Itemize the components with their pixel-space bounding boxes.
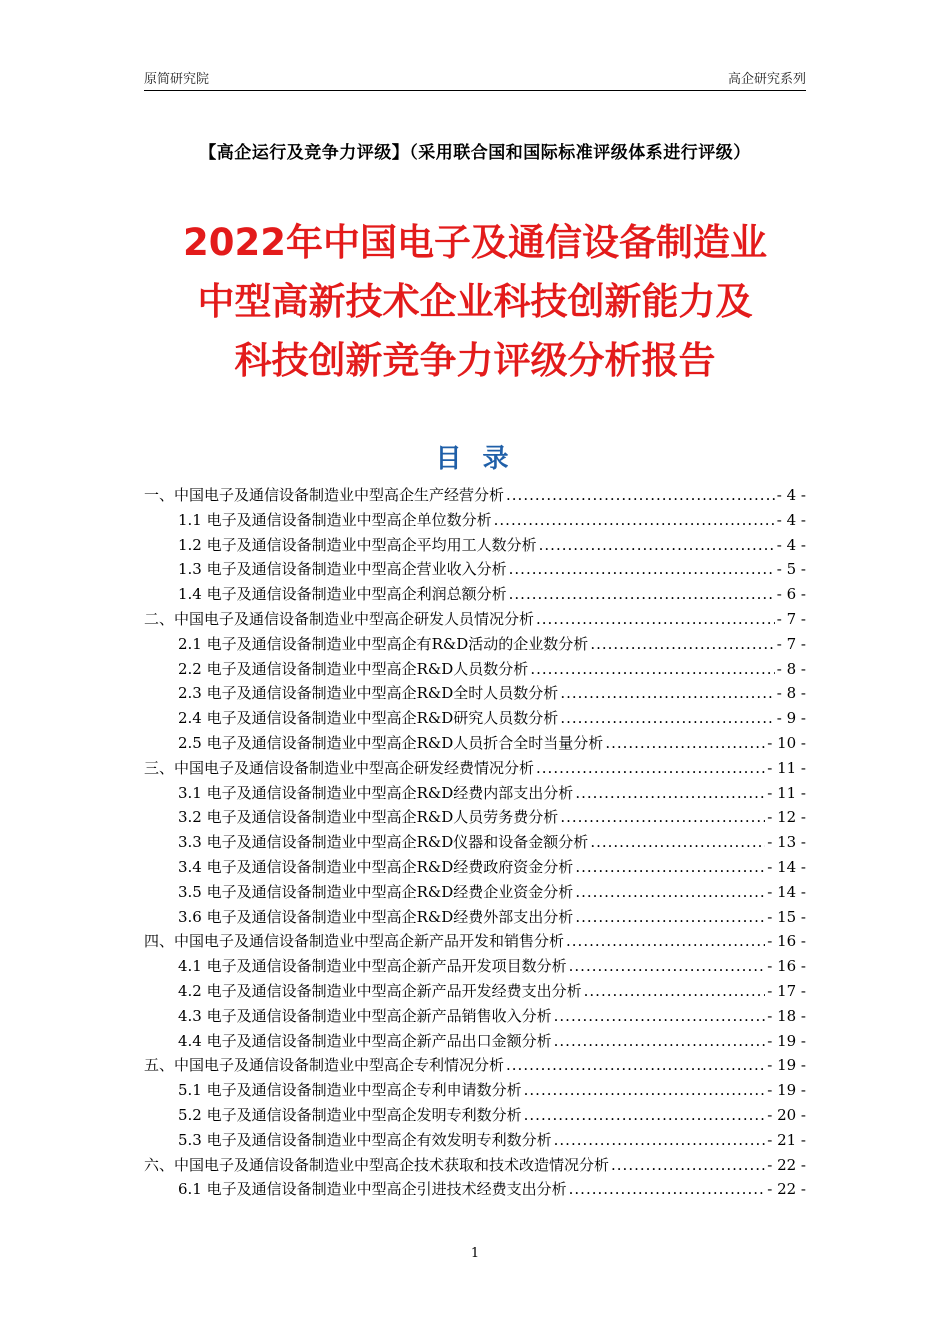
page-number: 1: [470, 1246, 480, 1261]
toc-dot-leader: [554, 1004, 766, 1029]
toc-entry-label: 4.2 电子及通信设备制造业中型高企新产品开发经费支出分析: [178, 981, 582, 1000]
toc-entry-label: 3.4 电子及通信设备制造业中型高企R&D经费政府资金分析: [178, 857, 574, 876]
toc-dot-leader: [560, 706, 774, 731]
toc-section-entry[interactable]: [144, 1053, 806, 1078]
toc-entry-page: - 19 -: [767, 1081, 806, 1100]
toc-dot-leader: [554, 1128, 766, 1153]
toc-dot-leader: [605, 731, 765, 756]
toc-dot-leader: [554, 1029, 766, 1054]
toc-entry-page: - 17 -: [767, 981, 806, 1000]
toc-entry-page: - 22 -: [767, 1155, 806, 1174]
toc-subsection-entry[interactable]: [144, 880, 806, 905]
toc-dot-leader: [575, 905, 765, 930]
toc-subsection-entry[interactable]: [144, 954, 806, 979]
toc-heading: 目 录: [435, 444, 515, 474]
toc-entry-label: 4.4 电子及通信设备制造业中型高企新产品出口金额分析: [178, 1031, 552, 1050]
toc-entry-label: 1.4 电子及通信设备制造业中型高企利润总额分析: [178, 585, 507, 604]
toc-entry-label: 1.3 电子及通信设备制造业中型高企营业收入分析: [178, 560, 507, 579]
title-line: 2022年中国电子及通信设备制造业: [183, 221, 767, 264]
toc-dot-leader: [530, 657, 774, 682]
toc-entry-label: 一、中国电子及通信设备制造业中型高企生产经营分析: [144, 486, 505, 504]
toc-subsection-entry[interactable]: [144, 706, 806, 731]
toc-entry-label: 五、中国电子及通信设备制造业中型高企专利情况分析: [144, 1056, 505, 1075]
toc-entry-page: - 14 -: [767, 882, 806, 901]
toc-section-entry[interactable]: [144, 756, 806, 781]
toc-dot-leader: [584, 979, 766, 1004]
toc-entry-page: - 11 -: [767, 783, 806, 802]
toc-dot-leader: [506, 1053, 765, 1078]
title-line: 中型高新技术企业科技创新能力及: [197, 280, 753, 323]
toc-subsection-entry[interactable]: [144, 1128, 806, 1153]
toc-dot-leader: [536, 607, 775, 632]
toc-dot-leader: [509, 582, 775, 607]
toc-subsection-entry[interactable]: [144, 582, 806, 607]
toc-entry-page: - 7 -: [776, 609, 806, 628]
toc-section-entry[interactable]: [144, 929, 806, 954]
toc-entry-page: - 5 -: [776, 560, 806, 579]
toc-entry-label: 3.1 电子及通信设备制造业中型高企R&D经费内部支出分析: [178, 783, 574, 802]
toc-dot-leader: [575, 855, 765, 880]
toc-entry-label: 1.1 电子及通信设备制造业中型高企单位数分析: [178, 510, 492, 529]
toc-entry-page: - 16 -: [767, 932, 806, 951]
toc-dot-leader: [590, 632, 774, 657]
toc-subsection-entry[interactable]: [144, 508, 806, 533]
toc-entry-page: - 4 -: [776, 535, 806, 554]
toc-subsection-entry[interactable]: [144, 781, 806, 806]
toc-subsection-entry[interactable]: [144, 657, 806, 682]
toc-entry-page: - 15 -: [767, 907, 806, 926]
page-header: [144, 64, 806, 91]
toc-dot-leader: [566, 929, 765, 954]
toc-dot-leader: [539, 533, 775, 558]
toc-entry-page: - 22 -: [767, 1180, 806, 1199]
toc-entry-page: - 19 -: [767, 1056, 806, 1075]
toc-entry-label: 4.1 电子及通信设备制造业中型高企新产品开发项目数分析: [178, 957, 567, 976]
report-subtitle: 【高企运行及竞争力评级】（采用联合国和国际标准评级体系进行评级）: [199, 143, 751, 163]
toc-entry-label: 2.1 电子及通信设备制造业中型高企有R&D活动的企业数分析: [178, 634, 589, 653]
toc-entry-page: - 20 -: [767, 1105, 806, 1124]
toc-dot-leader: [560, 805, 765, 830]
toc-entry-page: - 6 -: [776, 585, 806, 604]
toc-subsection-entry[interactable]: [144, 905, 806, 930]
toc-entry-label: 2.3 电子及通信设备制造业中型高企R&D全时人员数分析: [178, 684, 559, 703]
toc-subsection-entry[interactable]: [144, 681, 806, 706]
toc-entry-label: 2.4 电子及通信设备制造业中型高企R&D研究人员数分析: [178, 709, 559, 728]
toc-entry-page: - 4 -: [776, 486, 806, 504]
toc-entry-label: 6.1 电子及通信设备制造业中型高企引进技术经费支出分析: [178, 1180, 567, 1199]
toc-dot-leader: [560, 681, 774, 706]
toc-subsection-entry[interactable]: [144, 1004, 806, 1029]
toc-dot-leader: [524, 1078, 766, 1103]
toc-entry-page: - 19 -: [767, 1031, 806, 1050]
toc-dot-leader: [569, 954, 766, 979]
toc-section-entry[interactable]: [144, 607, 806, 632]
toc-entry-page: - 8 -: [776, 659, 806, 678]
table-of-contents: [144, 483, 806, 1202]
toc-dot-leader: [575, 781, 765, 806]
toc-dot-leader: [506, 483, 775, 508]
toc-dot-leader: [590, 830, 765, 855]
title-line: 科技创新竞争力评级分析报告: [234, 339, 716, 382]
header-right-text: 高企研究系列: [727, 72, 806, 87]
toc-entry-label: 三、中国电子及通信设备制造业中型高企研发经费情况分析: [144, 758, 535, 777]
toc-entry-page: - 12 -: [767, 808, 806, 827]
toc-entry-label: 2.5 电子及通信设备制造业中型高企R&D人员折合全时当量分析: [178, 733, 604, 752]
toc-entry-page: - 7 -: [776, 634, 806, 653]
toc-subsection-entry[interactable]: [144, 632, 806, 657]
toc-entry-page: - 4 -: [776, 510, 806, 529]
toc-entry-label: 二、中国电子及通信设备制造业中型高企研发人员情况分析: [144, 609, 535, 628]
toc-dot-leader: [536, 756, 765, 781]
toc-entry-page: - 8 -: [776, 684, 806, 703]
toc-entry-page: - 14 -: [767, 857, 806, 876]
header-left-text: 原简研究院: [144, 72, 210, 87]
toc-entry-page: - 16 -: [767, 957, 806, 976]
toc-subsection-entry[interactable]: [144, 979, 806, 1004]
toc-dot-leader: [575, 880, 765, 905]
toc-entry-label: 四、中国电子及通信设备制造业中型高企新产品开发和销售分析: [144, 932, 565, 951]
toc-entry-page: - 10 -: [767, 733, 806, 752]
toc-entry-label: 3.3 电子及通信设备制造业中型高企R&D仪器和设备金额分析: [178, 833, 589, 852]
toc-dot-leader: [611, 1153, 765, 1178]
toc-entry-label: 2.2 电子及通信设备制造业中型高企R&D人员数分析: [178, 659, 529, 678]
toc-subsection-entry[interactable]: [144, 533, 806, 558]
toc-subsection-entry[interactable]: [144, 805, 806, 830]
toc-subsection-entry[interactable]: [144, 1103, 806, 1128]
toc-entry-label: 5.3 电子及通信设备制造业中型高企有效发明专利数分析: [178, 1130, 552, 1149]
toc-entry-label: 5.1 电子及通信设备制造业中型高企专利申请数分析: [178, 1081, 522, 1100]
toc-entry-page: - 21 -: [767, 1130, 806, 1149]
toc-dot-leader: [509, 557, 775, 582]
toc-entry-label: 5.2 电子及通信设备制造业中型高企发明专利数分析: [178, 1105, 522, 1124]
toc-entry-label: 3.2 电子及通信设备制造业中型高企R&D人员劳务费分析: [178, 808, 559, 827]
toc-subsection-entry[interactable]: [144, 1078, 806, 1103]
toc-subsection-entry[interactable]: [144, 855, 806, 880]
toc-entry-page: - 9 -: [776, 709, 806, 728]
toc-entry-label: 1.2 电子及通信设备制造业中型高企平均用工人数分析: [178, 535, 537, 554]
toc-subsection-entry[interactable]: [144, 1029, 806, 1054]
toc-section-entry[interactable]: [144, 1153, 806, 1178]
toc-subsection-entry[interactable]: [144, 731, 806, 756]
toc-dot-leader: [524, 1103, 766, 1128]
toc-entry-label: 3.6 电子及通信设备制造业中型高企R&D经费外部支出分析: [178, 907, 574, 926]
toc-entry-page: - 18 -: [767, 1006, 806, 1025]
toc-entry-label: 六、中国电子及通信设备制造业中型高企技术获取和技术改造情况分析: [144, 1155, 610, 1174]
toc-section-entry[interactable]: [144, 483, 806, 508]
toc-subsection-entry[interactable]: [144, 557, 806, 582]
toc-entry-page: - 11 -: [767, 758, 806, 777]
toc-entry-label: 3.5 电子及通信设备制造业中型高企R&D经费企业资金分析: [178, 882, 574, 901]
toc-dot-leader: [569, 1177, 766, 1202]
toc-dot-leader: [494, 508, 775, 533]
toc-entry-page: - 13 -: [767, 833, 806, 852]
toc-subsection-entry[interactable]: [144, 1177, 806, 1202]
toc-subsection-entry[interactable]: [144, 830, 806, 855]
report-title: [0, 213, 950, 390]
toc-entry-label: 4.3 电子及通信设备制造业中型高企新产品销售收入分析: [178, 1006, 552, 1025]
